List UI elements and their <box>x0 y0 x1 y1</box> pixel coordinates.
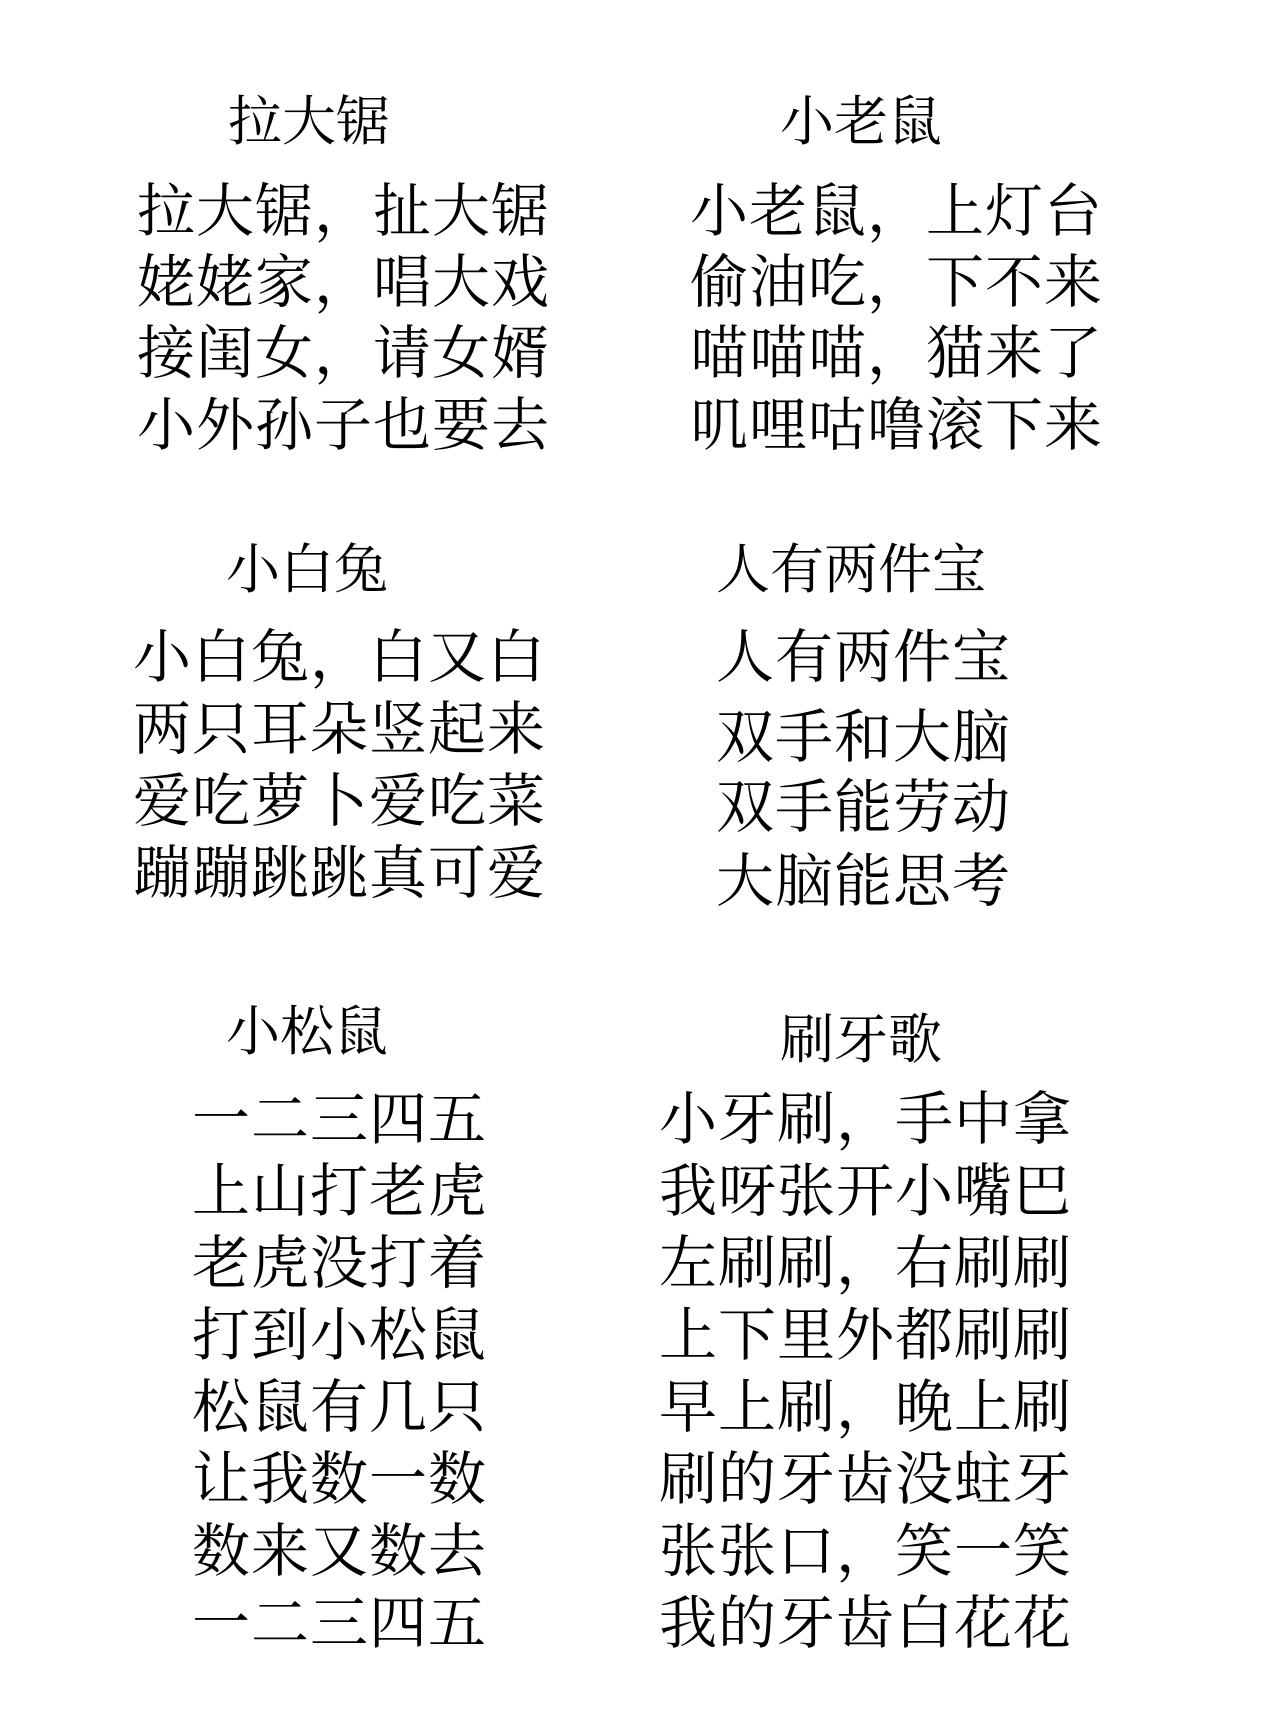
poem-line: 上下里外都刷刷 <box>659 1301 1073 1369</box>
poem-line: 刷的牙齿没蛀牙 <box>659 1445 1073 1513</box>
poem-line: 小牙刷，手中拿 <box>659 1085 1073 1153</box>
poem-line: 一二三四五 <box>192 1589 488 1657</box>
poem-line: 松鼠有几只 <box>192 1373 488 1441</box>
poem-line: 接闺女，请女婿 <box>137 319 551 387</box>
poem-line: 叽哩咕噜滚下来 <box>690 391 1104 459</box>
poem-line: 偷油吃，下不来 <box>690 248 1104 316</box>
poem-line: 小老鼠，上灯台 <box>690 177 1104 245</box>
poem-title: 小白兔 <box>226 538 388 601</box>
poem-line: 蹦蹦跳跳真可爱 <box>133 839 547 907</box>
poem-line: 爱吃萝卜爱吃菜 <box>133 767 547 835</box>
poem-line: 老虎没打着 <box>192 1229 488 1297</box>
poem-line: 小外孙子也要去 <box>137 391 551 459</box>
poem-line: 让我数一数 <box>192 1445 488 1513</box>
poem-line: 早上刷，晚上刷 <box>659 1373 1073 1441</box>
poem-title: 刷牙歌 <box>780 1008 942 1071</box>
poem-line: 拉大锯，扯大锯 <box>137 177 551 245</box>
poem-line: 张张口，笑一笑 <box>659 1517 1073 1585</box>
poem-line: 一二三四五 <box>192 1085 488 1153</box>
poem-line: 两只耳朵竖起来 <box>133 695 547 763</box>
poem-line: 我的牙齿白花花 <box>659 1589 1073 1657</box>
poem-title: 人有两件宝 <box>716 538 986 601</box>
poem-line: 左刷刷，右刷刷 <box>659 1229 1073 1297</box>
poem-line: 喵喵喵，猫来了 <box>690 319 1104 387</box>
poem-line: 人有两件宝 <box>716 623 1012 691</box>
poem-title: 小松鼠 <box>226 1000 388 1063</box>
poem-line: 小白兔，白又白 <box>133 623 547 691</box>
poem-line: 数来又数去 <box>192 1517 488 1585</box>
poem-line: 双手和大脑 <box>716 703 1012 771</box>
poem-title: 拉大锯 <box>228 90 390 153</box>
poem-line: 我呀张开小嘴巴 <box>659 1157 1073 1225</box>
poem-line: 姥姥家，唱大戏 <box>137 248 551 316</box>
poem-line: 打到小松鼠 <box>192 1301 488 1369</box>
poem-line: 大脑能思考 <box>716 847 1012 915</box>
poem-line: 双手能劳动 <box>716 773 1012 841</box>
poem-line: 上山打老虎 <box>192 1157 488 1225</box>
poem-title: 小老鼠 <box>780 90 942 153</box>
